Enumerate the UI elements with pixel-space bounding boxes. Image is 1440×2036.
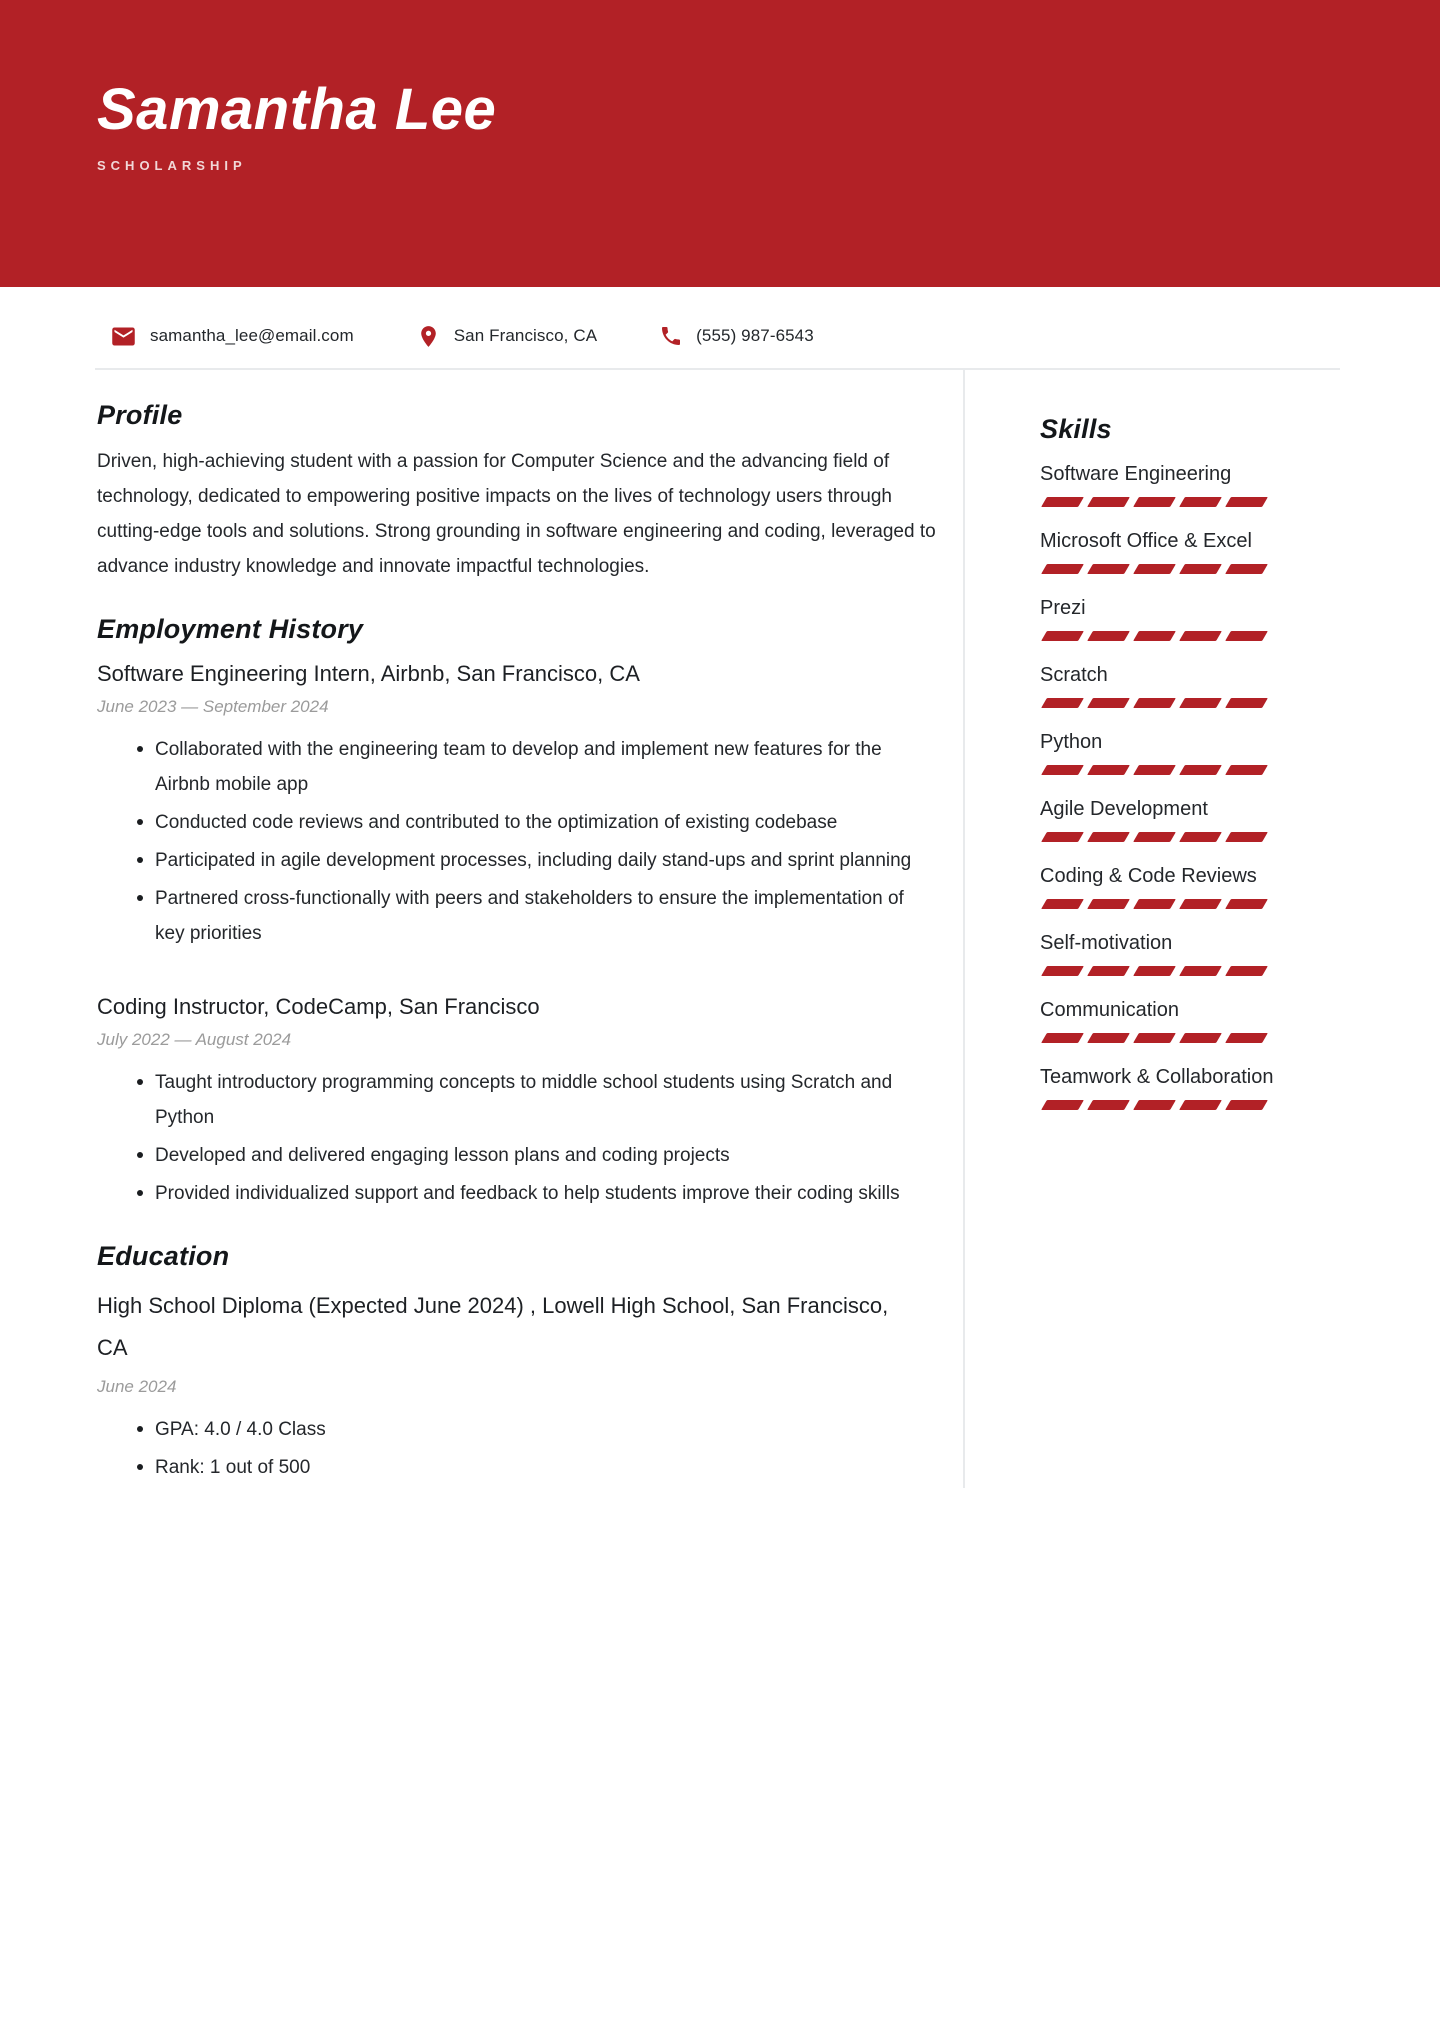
job-title: Coding Instructor, CodeCamp, San Francisco [97,994,540,1019]
skill-item [1040,729,1345,775]
skill-name: Scratch [1040,664,1108,686]
job-dates: July 2022 — August 2024 [97,1030,292,1049]
profile-text: Driven, high-achieving student with a passion for Computer Science and the advancing field of technology, dedicated to empowering positive impacts on the lives of technology users through cutting-edge tools and solutions. Strong grounding in software engineering and coding, leveraged to advance industry knowledge and innovate impactful technologies. [97,451,936,577]
skill-name: Software Engineering [1040,463,1232,485]
contact-bar [0,321,1440,351]
skill-level-bar [1040,1033,1345,1043]
job-bullet: Taught introductory programming concepts to middle school students using Scratch and Python [97,1065,938,1135]
skill-name: Prezi [1040,597,1086,619]
skills-sidebar [965,370,1345,1488]
skill-item [1040,863,1345,909]
skill-item [1040,1064,1345,1110]
skill-level-bar [1040,497,1345,507]
main-column [97,370,965,1488]
skill-item [1040,930,1345,976]
candidate-subtitle: SCHOLARSHIP [97,157,247,173]
job-bullet-list [97,732,938,951]
skill-level-bar [1040,966,1345,976]
job-dates: June 2023 — September 2024 [97,697,329,716]
job-bullet: Provided individualized support and feedback to help students improve their coding skills [97,1176,938,1211]
job-entry [97,991,938,1211]
job-bullet-list [97,1065,938,1211]
education-heading: Education [97,1241,230,1271]
job-bullet: Participated in agile development processes, including daily stand-ups and sprint planning [97,843,938,878]
skill-name: Communication [1040,999,1179,1021]
phone-icon [659,324,683,348]
job-bullet: Conducted code reviews and contributed to the optimization of existing codebase [97,805,938,840]
candidate-name: Samantha Lee [97,77,497,142]
skill-item [1040,796,1345,842]
skill-item [1040,528,1345,574]
job-entry [97,658,938,951]
contact-phone [659,324,814,348]
education-bullet-list [97,1412,938,1485]
skill-name: Teamwork & Collaboration [1040,1066,1274,1088]
skill-item [1040,461,1345,507]
education-bullet: GPA: 4.0 / 4.0 Class [97,1412,938,1447]
skill-item [1040,595,1345,641]
skill-name: Self-motivation [1040,932,1173,954]
skill-level-bar [1040,1100,1345,1110]
section-profile [97,400,938,584]
location-pin-icon [416,324,441,349]
skill-level-bar [1040,698,1345,708]
section-employment [97,614,938,1211]
contact-location [416,324,597,349]
skill-level-bar [1040,564,1345,574]
section-education [97,1241,938,1485]
header-banner [0,0,1440,287]
employment-heading: Employment History [97,614,364,644]
job-bullet: Partnered cross-functionally with peers and stakeholders to ensure the implementation of key priorities [97,881,938,951]
skill-level-bar [1040,765,1345,775]
contact-email-text: samantha_lee@email.com [150,326,354,345]
skill-name: Agile Development [1040,798,1208,820]
contact-location-text: San Francisco, CA [453,326,598,345]
skill-name: Coding & Code Reviews [1040,865,1257,887]
job-bullet: Collaborated with the engineering team to develop and implement new features for the Airbnb mobile app [97,732,938,802]
education-bullet: Rank: 1 out of 500 [97,1450,938,1485]
skill-name: Microsoft Office & Excel [1040,530,1252,552]
contact-email [110,323,354,350]
profile-heading: Profile [97,400,183,430]
education-degree: High School Diploma (Expected June 2024) , Lowell High School, San Francisco, CA [97,1293,889,1360]
contact-phone-text: (555) 987-6543 [696,326,814,345]
skill-level-bar [1040,899,1345,909]
skills-heading: Skills [1040,414,1112,444]
content-area [0,370,1440,1488]
skill-level-bar [1040,832,1345,842]
skill-name: Python [1040,731,1103,753]
skill-item [1040,997,1345,1043]
job-bullet: Developed and delivered engaging lesson plans and coding projects [97,1138,938,1173]
job-title: Software Engineering Intern, Airbnb, San Francisco, CA [97,661,640,686]
education-date: June 2024 [97,1377,177,1396]
skill-item [1040,662,1345,708]
skill-level-bar [1040,631,1345,641]
email-icon [110,323,137,350]
